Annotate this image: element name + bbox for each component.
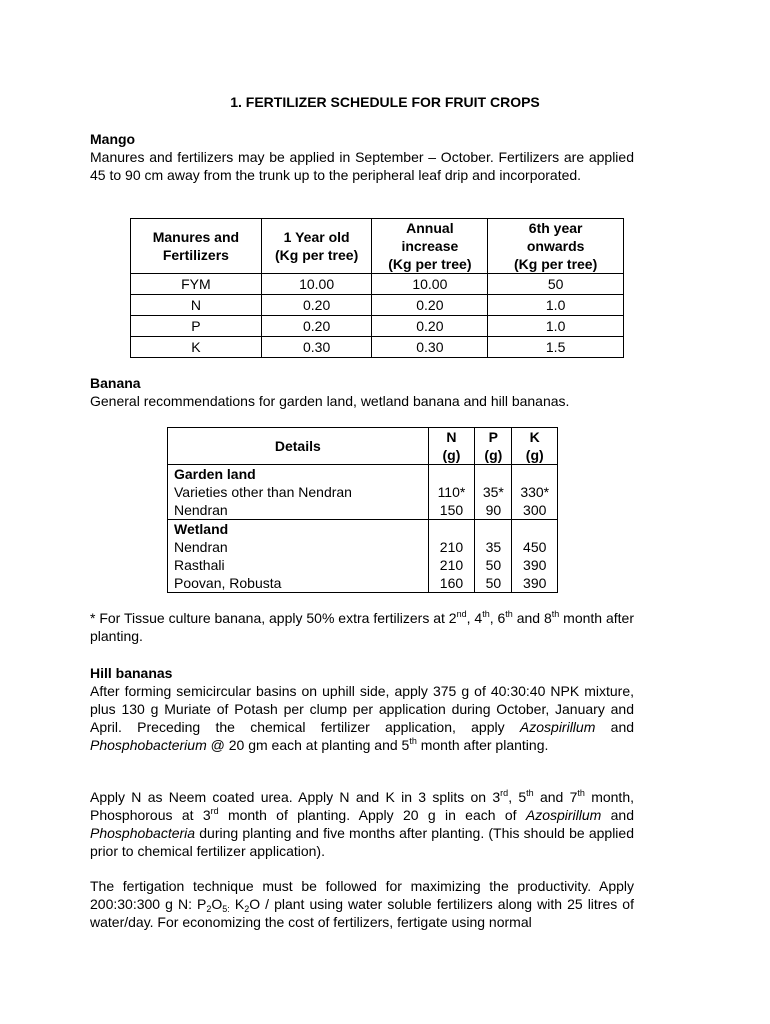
table-row: N 0.20 0.20 1.0 [131, 295, 624, 316]
table-row: Garden land Varieties other than Nendran Nendran 110* 150 35* 90 330* 300 [168, 465, 558, 520]
banana-table [167, 427, 558, 593]
hill-bananas-section [90, 664, 634, 754]
hill-paragraph-2: Apply N as Neem coated urea. Apply N and K in 3 splits on 3rd, 5th and 7th month, Phosphorous at 3rd month of planting. Apply 20 g in each of Azospirillum and Phosphobacteria during planting and five months after planting. (This should be applied prior to chemical fertilizer application). [90, 788, 635, 859]
mango-table [130, 218, 624, 358]
tissue-culture-note: * For Tissue culture banana, apply 50% extra fertilizers at 2nd, 4th, 6th and 8th month after planting. [90, 609, 634, 644]
table-header-row [131, 219, 624, 274]
table-header-row [168, 428, 558, 465]
header-manures: Manures and Fertilizers [131, 219, 262, 274]
header-annual-increase: Annual increase (Kg per tree) [372, 219, 488, 274]
table-row: K 0.30 0.30 1.5 [131, 337, 624, 358]
mango-text: Manures and fertilizers may be applied in September – October. Fertilizers are applied 45 to 90 cm away from the trunk up to the peripheral leaf drip and incorporated. [90, 149, 634, 183]
header-p: P (g) [475, 428, 512, 465]
table-row: P 0.20 0.20 1.0 [131, 316, 624, 337]
header-sixth-year: 6th year onwards (Kg per tree) [488, 219, 624, 274]
garden-land-cell: Garden land Varieties other than Nendran Nendran [168, 465, 429, 520]
hill-bananas-heading: Hill bananas [90, 665, 173, 681]
banana-text: General recommendations for garden land, wetland banana and hill bananas. [90, 393, 570, 409]
hill-paragraph-1: After forming semicircular basins on uphill side, apply 375 g of 40:30:40 NPK mixture, plus 130 g Muriate of Potash per clump per application during October, January and April. Preceding the chemical fertilizer application, apply Azospirillum and Phosphobacterium @ 20 gm each at planting and 5th month after planting. [90, 683, 635, 753]
mango-heading: Mango [90, 131, 136, 147]
table-row: FYM 10.00 10.00 50 [131, 274, 624, 295]
wetland-cell: Wetland Nendran Rasthali Poovan, Robusta [168, 520, 429, 593]
banana-section [90, 374, 634, 410]
header-one-year: 1 Year old (Kg per tree) [261, 219, 372, 274]
banana-heading: Banana [90, 375, 141, 391]
header-details: Details [168, 428, 429, 465]
mango-section [90, 130, 634, 184]
table-row: Wetland Nendran Rasthali Poovan, Robusta 210 210 160 35 50 50 450 390 390 [168, 520, 558, 593]
header-k: K (g) [512, 428, 558, 465]
page-title: 1. FERTILIZER SCHEDULE FOR FRUIT CROPS [230, 94, 540, 110]
header-n: N (g) [428, 428, 475, 465]
hill-paragraph-3: The fertigation technique must be followed for maximizing the productivity. Apply 200:30:300 g N: $P_2O_{5:}$ $K_2O$ / plant using water soluble fertilizers along with 25 litres of water/day. For economizing the cost of fertilizers, fertigate using normal [90, 878, 634, 930]
